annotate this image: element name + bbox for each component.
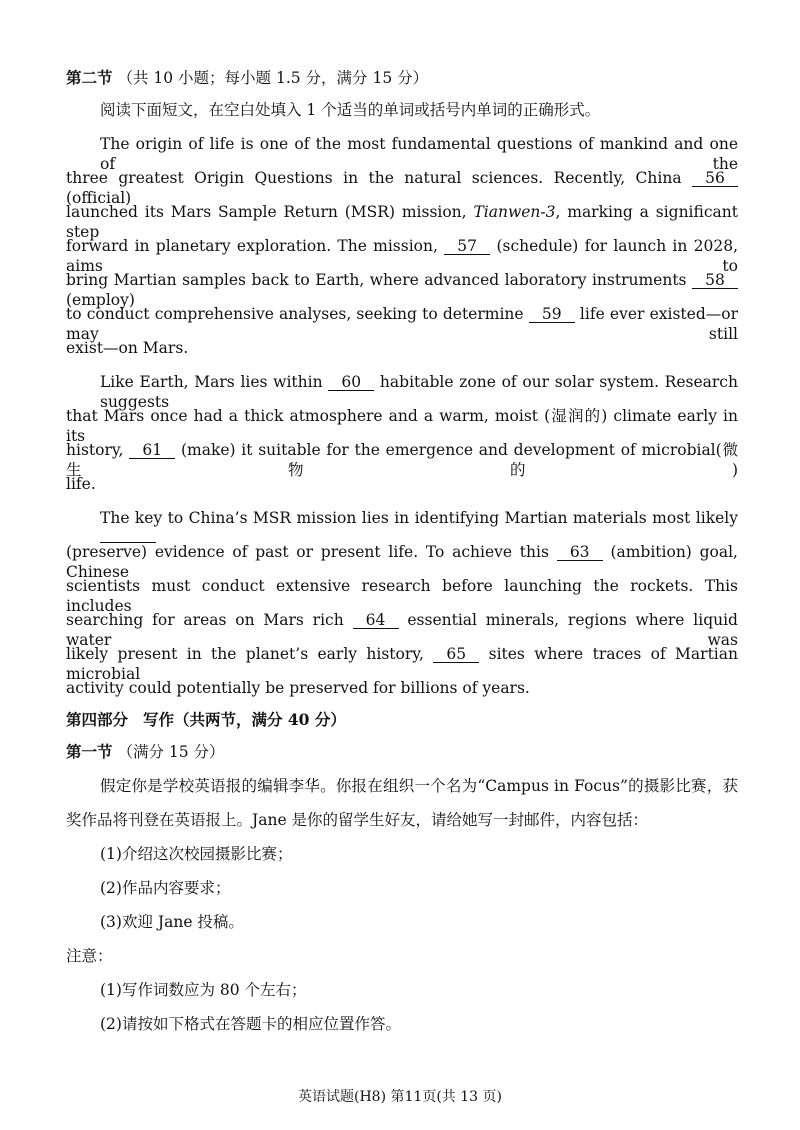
section2-heading-note: （共 10 小题；每小题 1.5 分，满分 15 分）: [117, 69, 429, 87]
blank-61: 61: [129, 442, 175, 459]
blank-63: 63: [557, 544, 603, 561]
passage-p2-line3: [66, 440, 738, 480]
text-segment: habitable zone of our solar system. Research suggests: [100, 373, 738, 411]
text-segment: (make) it suitable for the emergence and development of microbial(微生物的): [66, 441, 738, 479]
part4-sec1-heading: 第一节: [66, 742, 113, 761]
text-segment: (schedule) for launch in 2028, aims to: [66, 237, 738, 275]
blank-65: 65: [433, 646, 479, 663]
passage-p3-line3: scientists must conduct extensive research before launching the rockets. This includes: [66, 577, 738, 615]
blank-58: 58: [692, 272, 738, 289]
passage-p1-line1: The origin of life is one of the most fundamental questions of mankind and one of the: [100, 135, 738, 173]
text-segment: (official): [66, 189, 132, 207]
part4-sec1-heading-line: [66, 742, 225, 762]
mission-name: Tianwen-3: [473, 203, 556, 221]
text-segment: Like Earth, Mars lies within: [100, 373, 323, 391]
text-segment: (preserve) evidence of past or present life. To achieve this: [66, 543, 549, 561]
passage-p3-line6: activity could potentially be preserved for billions of years.: [66, 679, 530, 697]
text-segment: to conduct comprehensive analyses, seeking to determine: [66, 305, 524, 323]
page-footer: 英语试题(H8) 第11页(共 13 页): [298, 1089, 502, 1105]
passage-p1-line7: exist—on Mars.: [66, 339, 189, 357]
task-point1: (1)介绍这次校园摄影比赛；: [100, 845, 293, 863]
passage-p2-line2: that Mars once had a thick atmosphere and a warm, moist (湿润的) climate early in its: [66, 407, 738, 445]
text-segment: The key to China’s MSR mission lies in identifying Martian materials most likely: [100, 509, 738, 527]
task-line2: 奖作品将刊登在英语报上。Jane 是你的留学生好友，请给她写一封邮件，内容包括：: [66, 811, 649, 829]
blank-64: 64: [353, 612, 399, 629]
task-point2: (2)作品内容要求；: [100, 879, 231, 897]
note-label: 注意：: [66, 947, 113, 965]
part4-heading-line: [66, 710, 346, 730]
blank-59: 59: [529, 306, 575, 323]
text-segment: launched its Mars Sample Return (MSR) mission,: [66, 203, 467, 221]
section2-heading: 第二节: [66, 68, 113, 87]
part4-heading: 第四部分: [66, 710, 129, 729]
text-segment: forward in planetary exploration. The mission,: [66, 237, 438, 255]
text-segment: sites where traces of Martian microbial: [66, 645, 738, 683]
part4-heading-title: 写作（共两节，满分 40 分）: [142, 710, 346, 729]
text-segment: (ambition) goal, Chinese: [66, 543, 738, 581]
text-segment: (employ): [66, 291, 135, 309]
blank-60: 60: [328, 374, 374, 391]
task-point3: (3)欢迎 Jane 投稿。: [100, 913, 244, 931]
text-segment: three greatest Origin Questions in the natural sciences. Recently, China: [66, 169, 682, 187]
text-segment: history,: [66, 441, 124, 459]
task-line1: 假定你是学校英语报的编辑李华。你报在组织一个名为“Campus in Focus”的摄影比赛，获: [100, 777, 738, 795]
text-segment: , marking a significant step: [66, 203, 738, 241]
section2-instruction: 阅读下面短文，在空白处填入 1 个适当的单词或括号内单词的正确形式。: [100, 101, 601, 119]
passage-p2-line4: life.: [66, 475, 96, 493]
text-segment: essential minerals, regions where liquid water was: [66, 611, 738, 649]
text-segment: likely present in the planet’s early history,: [66, 645, 424, 663]
section2-heading-line: [66, 68, 428, 88]
text-segment: bring Martian samples back to Earth, where advanced laboratory instruments: [66, 271, 687, 289]
blank-57: 57: [444, 238, 490, 255]
note-1: (1)写作词数应为 80 个左右；: [100, 981, 307, 999]
text-segment: life ever existed—or may still: [66, 305, 738, 343]
part4-sec1-note: （满分 15 分）: [117, 743, 225, 761]
text-segment: searching for areas on Mars rich: [66, 611, 344, 629]
blank-56: 56: [692, 170, 738, 187]
blank-62: [100, 528, 156, 543]
note-2: (2)请按如下格式在答题卡的相应位置作答。: [100, 1015, 401, 1033]
